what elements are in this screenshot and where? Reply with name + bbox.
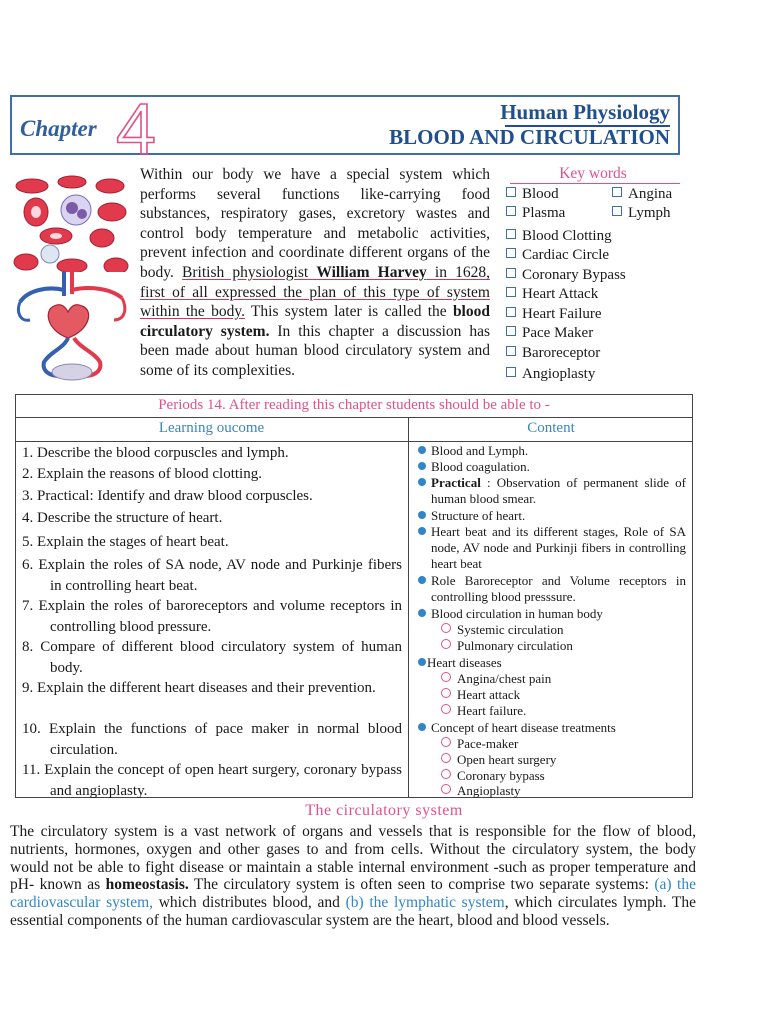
keyword-item: Blood — [506, 186, 559, 203]
outcome-item: 9. Explain the different heart diseases and their prevention. — [22, 680, 376, 696]
outcome-item: 3. Practical: Identify and draw blood corpuscles. — [22, 488, 313, 504]
keyword-item: Heart Failure — [506, 306, 602, 323]
bullet-dot-icon — [418, 446, 426, 454]
content-subitem: Coronary bypass — [441, 768, 686, 784]
content-item: Structure of heart. — [418, 508, 686, 524]
cardiovascular-term: (a) the cardiovascular system, — [10, 876, 696, 912]
bullet-dot-icon — [418, 576, 426, 584]
checkbox-icon — [612, 206, 622, 216]
intro-bold-term: blood circulatory system. — [140, 303, 490, 340]
chapter-title: BLOOD AND CIRCULATION — [389, 125, 670, 149]
content-subitem: Open heart surgery — [441, 752, 686, 768]
intro-paragraph — [140, 165, 490, 381]
keyword-item: Angioplasty — [506, 366, 595, 383]
column-divider — [408, 418, 409, 798]
checkbox-icon — [506, 346, 516, 356]
section-body — [10, 823, 696, 930]
content-subitem: Angioplasty — [441, 783, 686, 799]
checkbox-icon — [506, 229, 516, 239]
bullet-ring-icon — [441, 639, 451, 649]
section-text-3: which distributes blood, and — [153, 894, 346, 912]
outcome-item: 5. Explain the stages of heart beat. — [22, 534, 229, 550]
intro-text-2: This system later is called the — [244, 303, 453, 321]
intro-harvey-prefix: British physiologist — [182, 263, 317, 281]
keywords-rule — [510, 183, 680, 184]
content-item: Heart diseases — [418, 655, 686, 671]
content-subitem: Angina/chest pain — [441, 671, 686, 687]
content-header: Content — [527, 420, 575, 436]
section-text-2: The circulatory system is often seen to comprise two separate systems: — [188, 876, 655, 894]
bullet-dot-icon — [418, 478, 426, 486]
outcome-item: 7. Explain the roles of baroreceptors and volume receptors in controlling blood pressure. — [22, 598, 402, 635]
bullet-ring-icon — [441, 753, 451, 763]
content-subitem: Pulmonary circulation — [441, 638, 686, 654]
intro-harvey-suffix: in 1628, first of all expressed the plan of this type of system within the body. — [140, 263, 490, 321]
bullet-dot-icon — [418, 462, 426, 470]
checkbox-icon — [506, 206, 516, 216]
periods-header: Periods 14. After reading this chapter students should be able to - — [15, 394, 693, 418]
bullet-dot-icon — [418, 658, 426, 666]
content-item: Blood coagulation. — [418, 459, 686, 475]
keyword-item: Angina — [612, 186, 672, 203]
checkbox-icon — [612, 187, 622, 197]
chapter-label: Chapter — [20, 116, 97, 141]
keyword-item: Coronary Bypass — [506, 267, 626, 284]
content-item: Role Baroreceptor and Volume receptors in controlling blood presssure. — [418, 573, 686, 605]
content-subitem: Systemic circulation — [441, 622, 686, 638]
content-item: Blood and Lymph. — [418, 443, 686, 459]
intro-harvey-name: William Harvey — [316, 263, 427, 281]
homeostasis-term: homeostasis. — [105, 876, 189, 894]
bullet-ring-icon — [441, 704, 451, 714]
outcome-item: 6. Explain the roles of SA node, AV node and Purkinje fibers in controlling heart beat. — [22, 557, 402, 594]
keyword-item: Plasma — [506, 205, 565, 222]
bullet-ring-icon — [441, 784, 451, 794]
bullet-dot-icon — [418, 723, 426, 731]
outcome-item: 1. Describe the blood corpuscles and lymph. — [22, 445, 289, 461]
section-title: The circulatory system — [305, 802, 463, 819]
chapter-number — [112, 96, 156, 162]
lymphatic-term: (b) the lymphatic system — [345, 894, 505, 912]
bullet-ring-icon — [441, 769, 451, 779]
bullet-dot-icon — [418, 511, 426, 519]
bullet-ring-icon — [441, 688, 451, 698]
checkbox-icon — [506, 268, 516, 278]
checkbox-icon — [506, 248, 516, 258]
bullet-dot-icon — [418, 609, 426, 617]
checkbox-icon — [506, 367, 516, 377]
blood-cells-image — [12, 172, 130, 276]
outcome-item: 11. Explain the concept of open heart surgery, coronary bypass and angioplasty. — [22, 762, 402, 799]
intro-text-1: Within our body we have a special system which performs several functions like-carrying food substances, respiratory gases, excretory wastes and control body temperature and metabolic activities, prevent infection and coordinate different organs of the body. — [140, 166, 490, 281]
keyword-item: Baroreceptor — [506, 345, 600, 362]
circulatory-diagram-image — [14, 272, 130, 384]
outcome-item: 10. Explain the functions of pace maker in normal blood circulation. — [22, 721, 402, 758]
bullet-ring-icon — [441, 672, 451, 682]
intro-text-3: In this chapter a discussion has been made about human blood circulatory system and some of its complexities. — [140, 322, 491, 379]
content-subitem: Pace-maker — [441, 736, 686, 752]
content-subitem: Heart attack — [441, 687, 686, 703]
learning-outcome-header: Learning oucome — [158, 420, 265, 436]
keywords-title: Key words — [559, 165, 627, 182]
keyword-item: Lymph — [612, 205, 671, 222]
content-item: Concept of heart disease treatments — [418, 720, 686, 736]
checkbox-icon — [506, 307, 516, 317]
outcome-item: 8. Compare of different blood circulatory system of human body. — [22, 639, 402, 676]
content-item: Heart beat and its different stages, Role of SA node, AV node and Purkinji fibers in controlling heart beat — [418, 524, 686, 573]
content-item: Practical : Observation of permanent slide of human blood smear. — [418, 475, 686, 507]
outcome-item: 4. Describe the structure of heart. — [22, 510, 223, 526]
content-subitem: Heart failure. — [441, 703, 686, 719]
section-text-1: The circulatory system is a vast network of organs and vessels that is responsible for the flow of blood, nutrients, hormones, oxygen and other gases to and from cells. Without the circulatory system, the body would not be able to fight disease or maintain a stable internal environment -such as proper temperature and pH- known as — [10, 823, 696, 894]
keyword-item: Blood Clotting — [506, 228, 612, 245]
checkbox-icon — [506, 326, 516, 336]
keyword-item: Cardiac Circle — [506, 247, 609, 264]
bullet-ring-icon — [441, 737, 451, 747]
section-text-4: , which circulates lymph. The essential components of the human cardiovascular system are the heart, blood and blood vessels. — [10, 894, 696, 929]
bullet-dot-icon — [418, 527, 426, 535]
subject-title: Human Physiology — [500, 100, 670, 124]
outcome-item: 2. Explain the reasons of blood clotting. — [22, 466, 262, 482]
keyword-item: Pace Maker — [506, 325, 593, 342]
svg-text:4: 4 — [116, 96, 156, 162]
content-item: Blood circulation in human body — [418, 606, 686, 622]
checkbox-icon — [506, 287, 516, 297]
checkbox-icon — [506, 187, 516, 197]
bullet-ring-icon — [441, 623, 451, 633]
keyword-item: Heart Attack — [506, 286, 598, 303]
